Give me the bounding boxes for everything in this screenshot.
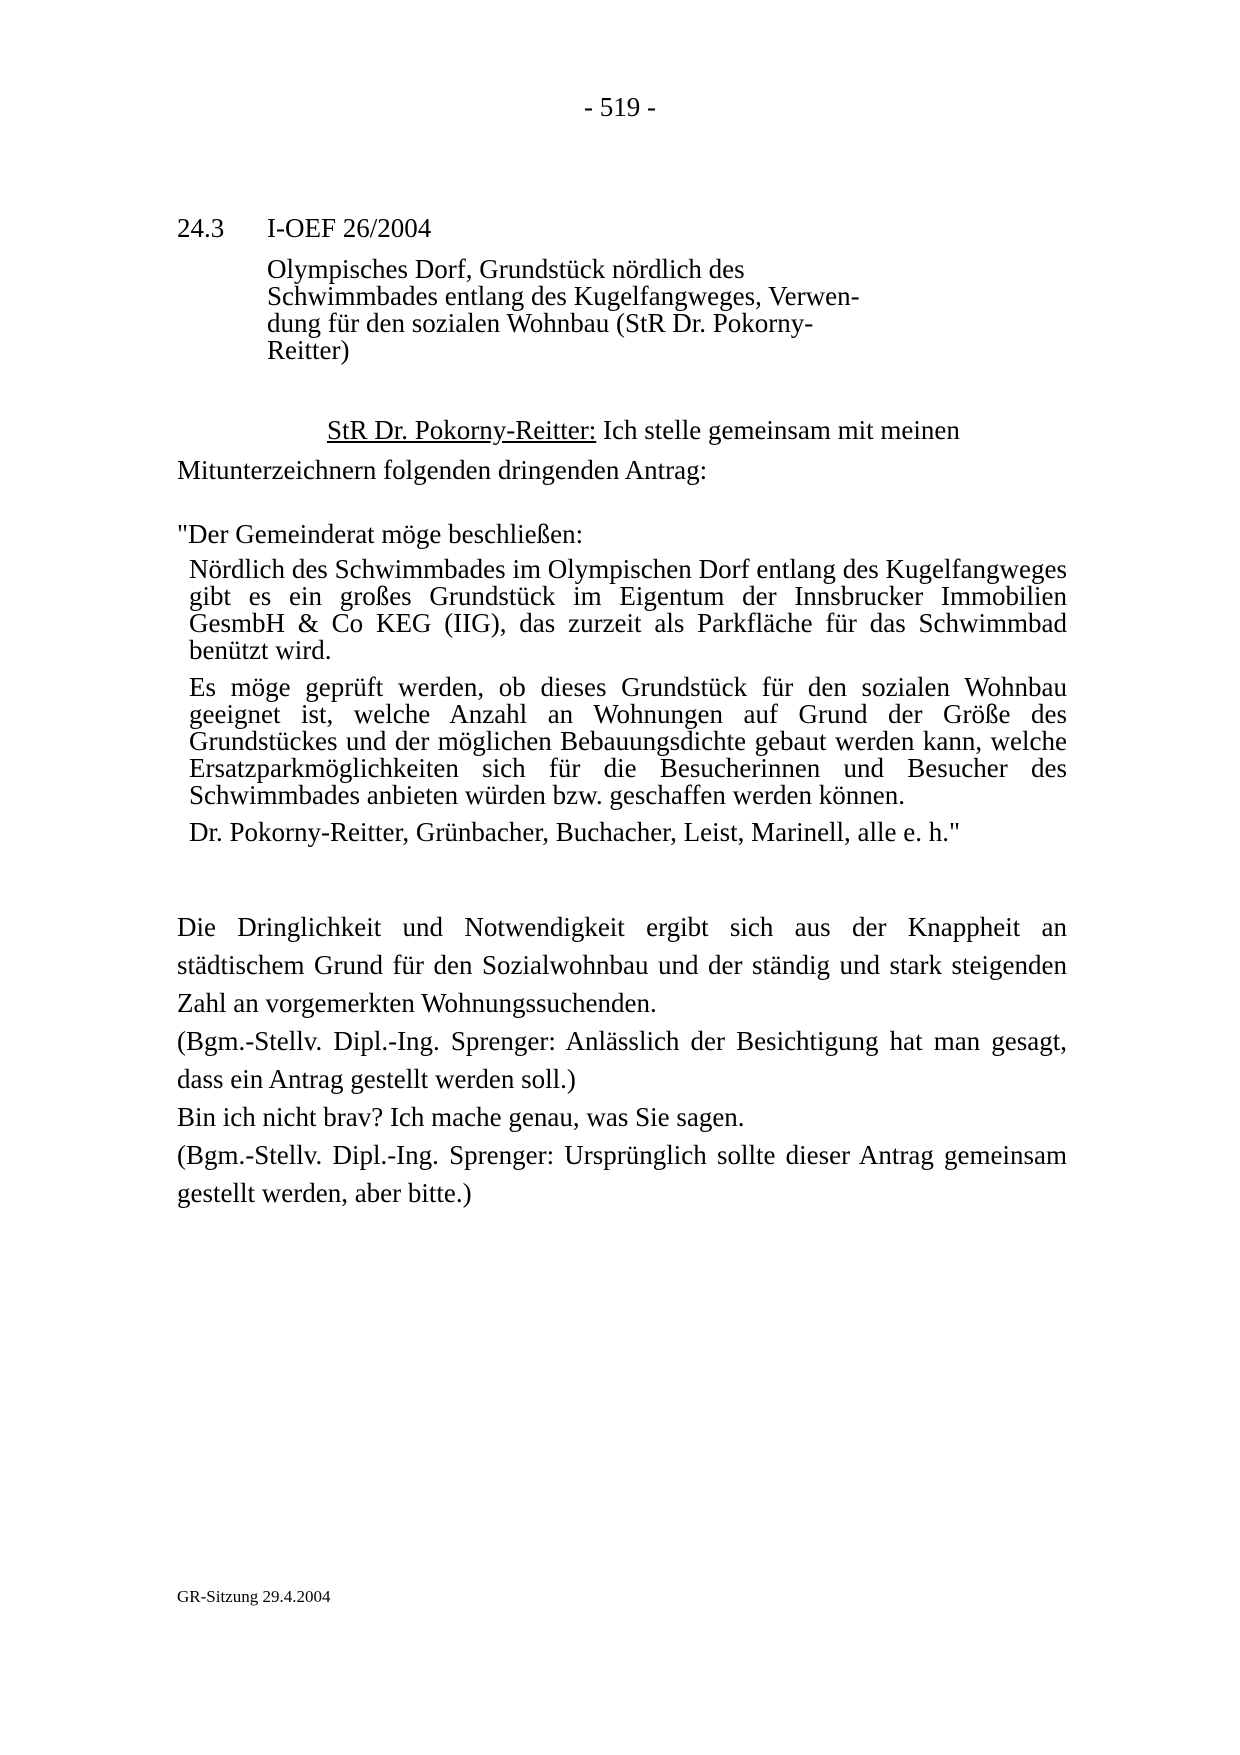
speaker-intro: [177, 410, 1067, 490]
motion-paragraph: Es möge geprüft werden, ob dieses Grundstück für den sozialen Wohnbau geeignet ist, welche Anzahl an Wohnungen auf Grund der Größe des Grundstückes und der möglichen Bebauungsdichte gebaut werden kann, welche Ersatzparkmöglichkeiten sich für die Besucherinnen und Besucher des Schwimmbades anbieten würden bzw. geschaffen werden können.: [189, 672, 1067, 810]
reasoning-section: [177, 908, 1067, 1212]
footer-session-date: GR-Sitzung 29.4.2004: [177, 1587, 331, 1606]
agenda-item-code: I-OEF 26/2004: [267, 213, 432, 243]
title-line: Olympisches Dorf, Grundstück nördlich des: [267, 254, 745, 284]
title-line: Schwimmbades entlang des Kugelfangweges, Verwen-: [267, 281, 860, 311]
motion-paragraph: Nördlich des Schwimmbades im Olympischen Dorf entlang des Kugelfangweges gibt es ein großes Grundstück im Eigentum der Innsbrucker Immobilien GesmbH & Co KEG (IIG), das zurzeit als Parkfläche für das Schwimmbad benützt wird.: [189, 554, 1067, 665]
motion-opening: "Der Gemeinderat möge beschließen:: [177, 519, 584, 549]
reasoning-paragraph: Bin ich nicht brav? Ich mache genau, was Sie sagen.: [177, 1102, 745, 1132]
reasoning-paragraph: Die Dringlichkeit und Notwendigkeit ergibt sich aus der Knappheit an städtischem Grund für den Sozialwohnbau und der ständig und stark steigenden Zahl an vorgemerkten Wohnungssuchenden.: [177, 912, 1067, 1018]
agenda-item-title: [267, 256, 927, 364]
title-line: dung für den sozialen Wohnbau (StR Dr. Pokorny-: [267, 308, 814, 338]
motion-signatories: Dr. Pokorny-Reitter, Grünbacher, Buchacher, Leist, Marinell, alle e. h.": [189, 817, 961, 847]
motion-body: [189, 556, 1067, 856]
agenda-item-number: 24.3: [177, 213, 225, 243]
intro-text: Ich stelle gemeinsam mit meinen: [596, 415, 960, 445]
intro-text-continued: Mitunterzeichnern folgenden dringenden Antrag:: [177, 455, 708, 485]
page-number: - 519 -: [584, 92, 656, 122]
interjection: (Bgm.-Stellv. Dipl.-Ing. Sprenger: Anlässlich der Besichtigung hat man gesagt, dass ein Antrag gestellt werden soll.): [177, 1026, 1067, 1094]
speaker-name: StR Dr. Pokorny-Reitter:: [327, 415, 597, 445]
interjection: (Bgm.-Stellv. Dipl.-Ing. Sprenger: Ursprünglich sollte dieser Antrag gemeinsam gestellt werden, aber bitte.): [177, 1140, 1067, 1208]
title-line: Reitter): [267, 335, 350, 365]
agenda-item-header: [177, 212, 431, 244]
